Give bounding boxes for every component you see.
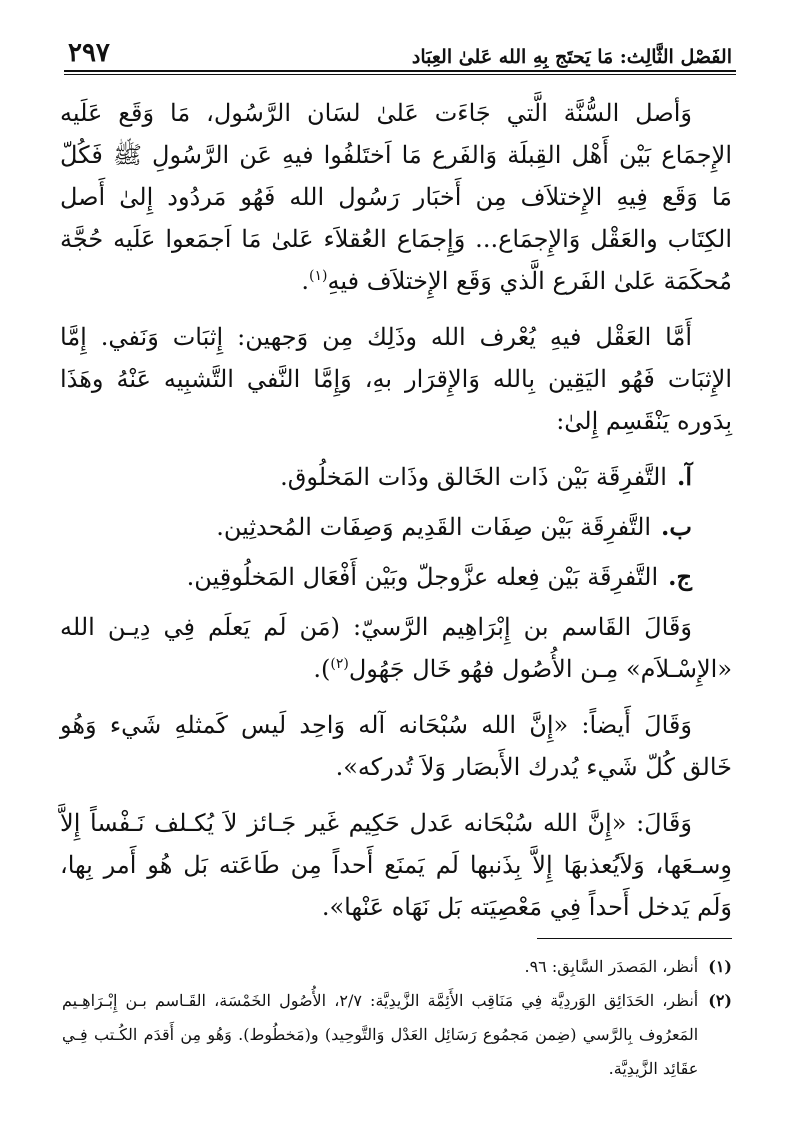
paragraph-sunnah-text: وَأصل السُّنَّة الَّتي جَاءَت عَلىٰ لسَان الرَّسُول، مَا وَقَع عَلَيه الإِجمَاع بَيْن أَهْل القِبلَة وَالفَرع مَا اَختَلفُوا فيهِ عَن الرَّسُولِ ﷺ فَكُلّ مَا وَقَع فِيهِ الإِختلاَف مِن أَخبَار رَسُول الله فَهُو مَردُود إِلىٰ أَصل الكِتَاب والعَقْل وَالإِجمَاع... وَإِجمَاع العُقلاَء عَلىٰ مَا اَجمَعوا عَلَيه حُجَّة مُحكَمَة عَلىٰ الفَرع الَّذي وَقَع الإِختلاَف فيهِ <box>60 99 732 295</box>
list-item <box>60 456 732 498</box>
paragraph-aql: أَمَّا العَقْل فيهِ يُعْرف الله وذَلِك مِن وَجهين: إِثبَات وَنَفي. إِمَّا الإِثبَات فَهُو اليَقِين بِالله وَالإِقرَار بهِ، وَإِمَّا النَّفي التَّشبِيه عَنْهُ وهَذَا بِدَوره يَنْقَسِم إِلىٰ: <box>60 323 732 435</box>
footnote-separator <box>537 938 732 939</box>
running-title: الفَصْل الثَّالِث: مَا يَحتَج بِهِ الله عَلىٰ العِبَاد <box>411 46 732 68</box>
footnote <box>62 984 732 1086</box>
list-item-label: ب. <box>661 512 692 541</box>
paragraph-qasim-quote <box>60 606 732 690</box>
main-text <box>60 92 732 942</box>
list-item-text: التَّفرِقَة بَيْن صِفَات القَدِيم وَصِفَات المُحدثِين. <box>216 513 652 541</box>
paragraph-sunnah-end: . <box>301 267 310 295</box>
list-item-text: التَّفرِقَة بَيْن فِعله عزَّوجلّ وبَيْن أَفْعَال المَخلُوقِين. <box>186 563 659 591</box>
paragraph-justice: وَقَالَ: «إِنَّ الله سُبْحَانه عَدل حَكِيم غَير جَـائز لاَ يُكـلف نَـفْساً إِلاَّ وِسـعَها، وَلاَيُعذبهَا إِلاَّ بِذَنبها لَم يَمنَع أَحداً مِن طَاعَته بَل هُو أَمر بِها، وَلَم يَدخل أَحداً فِي مَعْصِيَته بَل نَهَاه عَنْها». <box>60 809 732 921</box>
footnotes <box>62 950 732 1086</box>
list-item <box>60 506 732 548</box>
page-number: ٢٩٧ <box>68 38 110 68</box>
paragraph-qasim-quote-end: ). <box>313 655 331 683</box>
list-item-text: التَّفرِقَة بَيْن ذَات الخَالق وذَات المَخلُوق. <box>280 463 667 491</box>
list-item-label: آ. <box>676 462 692 491</box>
footnote-ref-2[interactable]: (٢) <box>330 656 349 672</box>
page-header <box>68 28 732 68</box>
footnote <box>62 950 732 984</box>
footnote-number: (١) <box>708 957 732 976</box>
footnote-text: أنظر، الحَدَائِق الوَردِيَّة فِي مَنَاقِب الأَئِمَّة الزَّيدِيَّة: ٢/٧، الأُصُول الخَمْسَة، القَـاسم بـن إِبْـرَاهِـيم المَعرُوف بِالرَّسي (ضِمن مَجمُوع رَسَائِل العَدْل وَالتَّوحِيد) و(مَخطُوط). وَهُو مِن أَقدَم الكُـتب فِـي عقَائِد الزَّيدِيَّة. <box>62 991 699 1078</box>
paragraph-also-said: وَقَالَ أَيضاً: «إِنَّ الله سُبْحَانه آله وَاحِد لَيس كَمثلهِ شَيء وَهُو خَالق كُلّ شَيء يُدرك الأَبصَار وَلاَ تُدركه». <box>60 711 732 781</box>
paragraph-qasim-quote-text: وَقَالَ القَاسم بن إِبْرَاهِيم الرَّسيّ: (مَن لَم يَعلَم فِي دِيـن الله «الإِسْـلاَم» مِـن الأُصُول فهُو خَال جَهُول <box>60 613 732 683</box>
list-item <box>60 556 732 598</box>
footnote-text: أنظر، المَصدَر السَّابِق: ٩٦. <box>524 957 699 976</box>
footnote-ref-1[interactable]: (١) <box>309 268 328 284</box>
paragraph-sunnah <box>60 92 732 302</box>
footnote-number: (٢) <box>708 991 732 1010</box>
list-item-label: ج. <box>668 562 692 591</box>
header-rule <box>64 70 736 75</box>
